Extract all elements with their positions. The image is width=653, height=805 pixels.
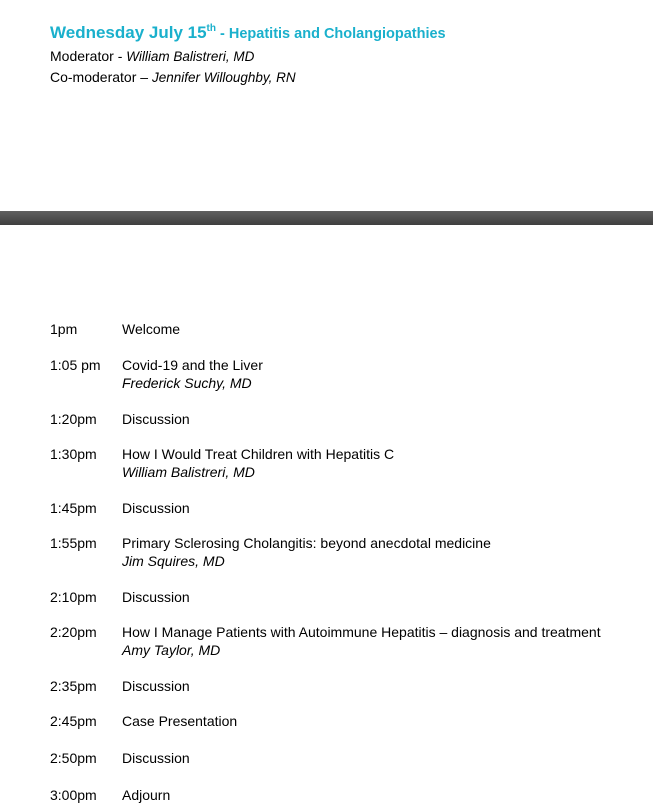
agenda-title: Discussion xyxy=(122,500,190,516)
agenda-time: 1:55pm xyxy=(50,535,97,551)
agenda-time: 1:45pm xyxy=(50,500,97,516)
comoderator-line xyxy=(50,67,640,88)
agenda-title: How I Manage Patients with Autoimmune Hepatitis – diagnosis and treatment xyxy=(122,624,601,640)
section-divider xyxy=(0,211,653,225)
agenda-time: 2:35pm xyxy=(50,678,97,694)
agenda-time: 1:30pm xyxy=(50,446,97,462)
comoderator-label: Co-moderator – xyxy=(50,69,152,85)
agenda-time: 1:05 pm xyxy=(50,357,101,373)
agenda-speaker: Jim Squires, MD xyxy=(122,553,225,569)
session-header xyxy=(50,17,640,88)
session-date-suffix: th xyxy=(206,23,216,34)
session-title xyxy=(50,17,640,46)
agenda-time: 1pm xyxy=(50,321,78,337)
agenda-speaker: Amy Taylor, MD xyxy=(122,642,221,658)
agenda-title: Discussion xyxy=(122,411,190,427)
agenda-title: Adjourn xyxy=(122,787,171,803)
agenda-title: Primary Sclerosing Cholangitis: beyond anecdotal medicine xyxy=(122,535,491,551)
agenda-speaker: Frederick Suchy, MD xyxy=(122,375,252,391)
moderator-label: Moderator - xyxy=(50,48,127,64)
agenda-time: 2:45pm xyxy=(50,713,97,729)
agenda-time: 2:50pm xyxy=(50,750,97,766)
moderator-name: William Balistreri, MD xyxy=(126,49,255,64)
agenda-title: Discussion xyxy=(122,589,190,605)
agenda-time: 2:20pm xyxy=(50,624,97,640)
agenda-title: How I Would Treat Children with Hepatitis C xyxy=(122,446,395,462)
agenda-title: Welcome xyxy=(122,321,181,337)
moderator-line xyxy=(50,46,640,67)
comoderator-name: Jennifer Willoughby, RN xyxy=(151,70,296,85)
agenda-title: Discussion xyxy=(122,678,190,694)
agenda-time: 2:10pm xyxy=(50,589,97,605)
agenda-time: 3:00pm xyxy=(50,787,97,803)
session-date: Wednesday July 15 xyxy=(50,23,207,42)
session-topic: - Hepatitis and Cholangiopathies xyxy=(216,26,446,42)
agenda-speaker: William Balistreri, MD xyxy=(122,464,255,480)
agenda-title: Discussion xyxy=(122,750,190,766)
agenda-time: 1:20pm xyxy=(50,411,97,427)
agenda-title: Covid-19 and the Liver xyxy=(122,357,263,373)
agenda-title: Case Presentation xyxy=(122,713,238,729)
